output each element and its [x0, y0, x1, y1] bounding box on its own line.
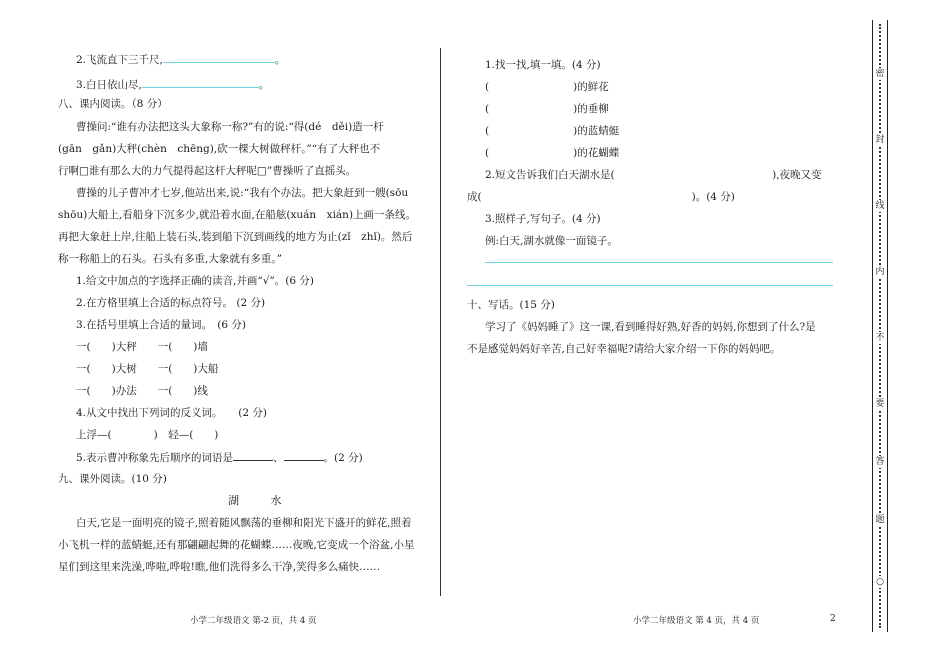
circle-icon: ○ — [873, 576, 887, 588]
page-number: 2 — [830, 614, 836, 624]
passage-line: 行啊□谁有那么大的力气提得起这杆大秤呢□”曹操听了直摇头。 — [58, 165, 357, 177]
story-line: 小飞机一样的蓝蜻蜓,还有那翩翩起舞的花蝴蝶……夜晚,它变成一个浴盆,小星 — [58, 539, 415, 551]
writing-line[interactable] — [467, 285, 833, 286]
question-9-2-cont: 成( )。(4 分) — [467, 191, 735, 203]
answer-blank[interactable] — [284, 450, 324, 461]
column-divider — [440, 48, 441, 596]
dotted-line — [879, 24, 883, 628]
writing-line[interactable] — [485, 262, 833, 263]
fill-item: ( )的鲜花 — [485, 81, 609, 93]
question-8-2: 2.在方格里填上合适的标点符号。 (2 分) — [76, 297, 266, 309]
prompt-line: 不是感觉妈妈好辛苦,自己好幸福呢?请给大家介绍一下你的妈妈吧。 — [467, 343, 781, 355]
question-8-5: 5.表示曹冲称象先后顺序的词语是 、 。(2 分) — [76, 452, 363, 464]
story-line: 星们到这里来洗澡,哗啦,哗啦!瞧,他们洗得多么干净,笑得多么痛快…… — [58, 561, 381, 573]
prompt-line: 学习了《妈妈睡了》这一课,看到睡得好熟,好香的妈妈,你想到了什么?是 — [485, 321, 816, 333]
passage-line: shōu)大船上,看船身下沉多少,就沿着水面,在船舷(xuán xián)上画一条线。 — [58, 209, 417, 221]
answer-blank[interactable] — [233, 450, 273, 461]
story-line: 白天,它是一面明亮的镜子,照着随风飘荡的垂柳和阳光下盛开的鲜花,照着 — [76, 517, 412, 529]
example-sentence: 例:白天,湖水就像一面镜子。 — [485, 235, 618, 247]
question-9-2: 2.短文告诉我们白天湖水是( ),夜晚又变 — [485, 169, 822, 181]
passage-line: (gān gǎn)大秤(chèn chēng),砍一棵大树做秤杆。”“有了大秤也不 — [58, 143, 381, 155]
question-9-1: 1.找一找,填一填。(4 分) — [485, 59, 601, 71]
passage-line: 曹操的儿子曹冲才七岁,他站出来,说:“我有个办法。把大象赶到一艘(sōu — [76, 187, 409, 199]
fill-item: ( )的花蝴蝶 — [485, 147, 620, 159]
measure-word-row: 一( )大秤 一( )墙 — [76, 341, 208, 353]
binding-char: 题 — [873, 514, 887, 526]
q7-line2: 2.飞流直下三千尺, 。 — [76, 54, 286, 66]
passage-line: 再把大象赶上岸,往船上装石头,装到船下沉到画线的地方为止(zǐ zhǐ)。然后 — [58, 231, 413, 243]
answer-blank[interactable] — [163, 52, 275, 63]
page-footer: 小学二年级语文 第 4 页，共 4 页 — [633, 616, 760, 626]
binding-char: 不 — [873, 332, 887, 344]
question-8-3: 3.在括号里填上合适的量词。 (6 分) — [76, 319, 246, 331]
passage-line: 称一称船上的石头。石头有多重,大象就有多重。” — [58, 253, 282, 265]
question-8-4: 4.从文中找出下列词的反义词。 (2 分) — [76, 407, 267, 419]
binding-char: 内 — [873, 266, 887, 278]
binding-char: 密 — [873, 68, 887, 80]
antonym-answers: 上浮—( ) 轻—( ) — [76, 429, 219, 441]
fill-item: ( )的蓝蜻蜓 — [485, 125, 620, 137]
answer-blank[interactable] — [142, 77, 259, 88]
section-9-title: 九、课外阅读。(10 分) — [58, 473, 167, 485]
page-footer: 小学二年级语文 第-2 页，共 4 页 — [190, 616, 317, 626]
left-page — [0, 0, 440, 657]
binding-char: 答 — [873, 456, 887, 468]
right-page — [445, 0, 845, 657]
section-8-title: 八、课内阅读。（8 分） — [58, 98, 168, 110]
binding-char: 线 — [873, 200, 887, 212]
section-10-title: 十、写话。(15 分) — [467, 299, 555, 311]
measure-word-row: 一( )大树 一( )大船 — [76, 363, 219, 375]
passage-line: 曹操问:“谁有办法把这头大象称一称?”有的说:“得(dé děi)造一杆 — [76, 121, 384, 133]
question-8-1: 1.给文中加点的字选择正确的读音,并画“√”。(6 分) — [76, 275, 314, 287]
story-title: 湖 水 — [228, 494, 296, 507]
measure-word-row: 一( )办法 一( )线 — [76, 385, 208, 397]
q7-line3: 3.白日依山尽, 。 — [76, 79, 270, 91]
question-9-3: 3.照样子,写句子。(4 分) — [485, 213, 601, 225]
fill-item: ( )的垂柳 — [485, 103, 609, 115]
binding-strip — [872, 20, 888, 632]
binding-char: 封 — [873, 134, 887, 146]
binding-char: 要 — [873, 398, 887, 410]
